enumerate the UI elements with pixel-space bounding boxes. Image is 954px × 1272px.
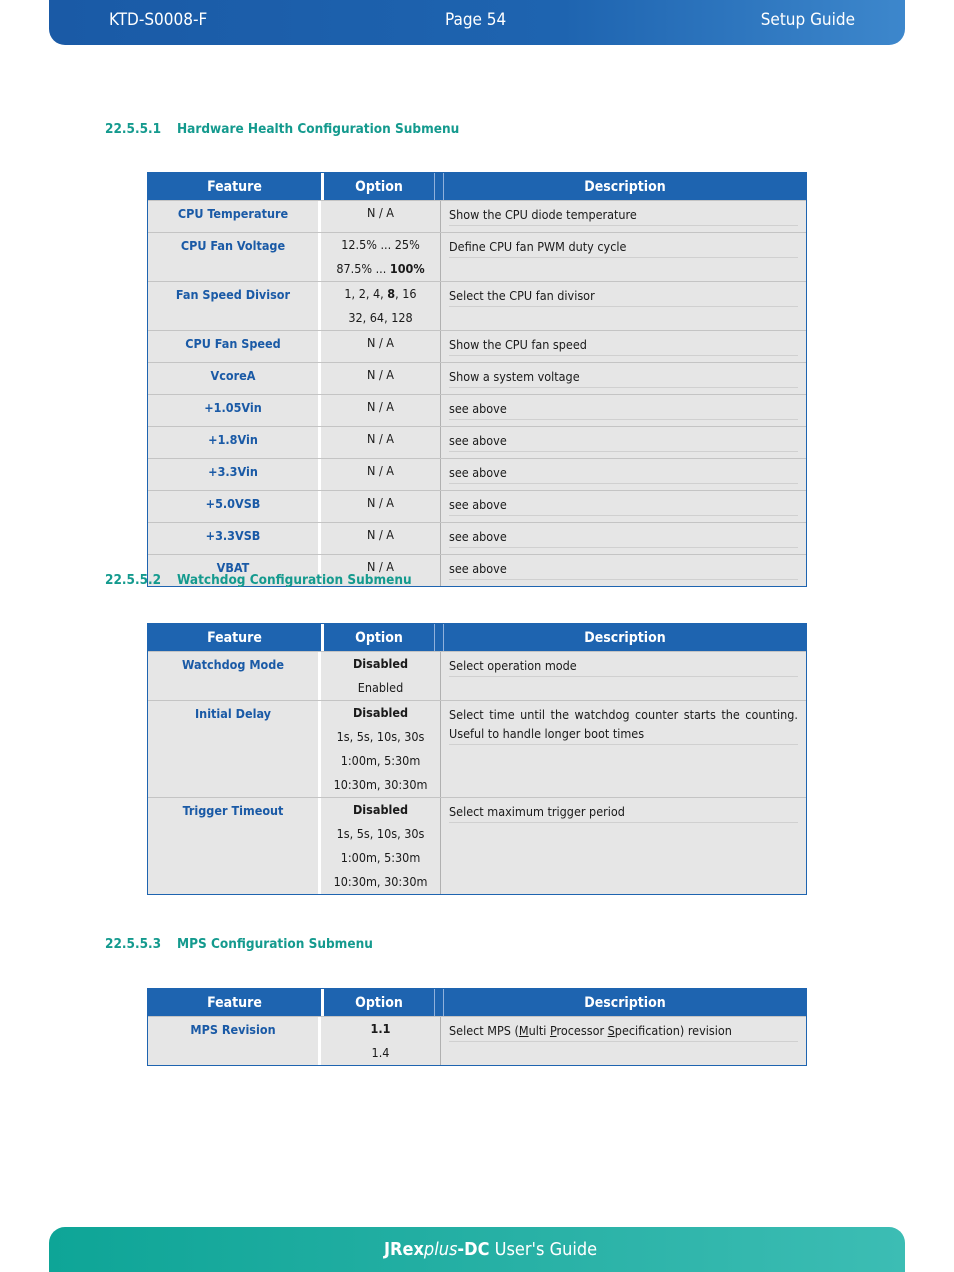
description-cell: Show a system voltage xyxy=(441,363,806,394)
description-cell: see above xyxy=(441,427,806,458)
description-cell: Select MPS (Multi Processor Specification) revision xyxy=(441,1017,806,1065)
feature-cell: Fan Speed Divisor xyxy=(148,282,321,330)
description-cell: see above xyxy=(441,459,806,490)
section-heading-mps: 22.5.5.3 MPS Configuration Submenu xyxy=(105,936,373,952)
description-cell: see above xyxy=(441,555,806,586)
description-cell: Select maximum trigger period xyxy=(441,798,806,894)
description-cell: Select time until the watchdog counter starts the counting. Useful to handle longer boot times xyxy=(441,701,806,797)
description-cell: Show the CPU fan speed xyxy=(441,331,806,362)
table-header xyxy=(148,173,806,200)
option-cell: N / A xyxy=(321,555,441,586)
page-header xyxy=(49,0,905,45)
option-cell: N / A xyxy=(321,523,441,554)
option-cell: Disabled 1s, 5s, 10s, 30s 1:00m, 5:30m 10:30m, 30:30m xyxy=(321,798,441,894)
feature-cell: +3.3Vin xyxy=(148,459,321,490)
option-header: Option xyxy=(324,173,435,200)
table-header xyxy=(148,989,806,1016)
description-cell: see above xyxy=(441,395,806,426)
option-cell: N / A xyxy=(321,427,441,458)
description-cell: Select operation mode xyxy=(441,652,806,700)
table-row xyxy=(148,281,806,330)
option-cell: N / A xyxy=(321,363,441,394)
table-row xyxy=(148,700,806,797)
table-row xyxy=(148,797,806,894)
document-id: KTD-S0008-F xyxy=(109,10,208,30)
watchdog-table xyxy=(147,623,807,895)
feature-cell: +3.3VSB xyxy=(148,523,321,554)
footer-title: JRexplus-DC User's Guide xyxy=(384,1239,598,1260)
feature-cell: MPS Revision xyxy=(148,1017,321,1065)
option-cell: N / A xyxy=(321,331,441,362)
description-header: Description xyxy=(443,173,806,200)
feature-cell: +1.8Vin xyxy=(148,427,321,458)
option-cell: Disabled 1s, 5s, 10s, 30s 1:00m, 5:30m 10:30m, 30:30m xyxy=(321,701,441,797)
table-row xyxy=(148,394,806,426)
feature-cell: VBAT xyxy=(148,555,321,586)
description-cell: Show the CPU diode temperature xyxy=(441,201,806,232)
feature-header: Feature xyxy=(148,624,324,651)
feature-cell: +1.05Vin xyxy=(148,395,321,426)
table-row xyxy=(148,330,806,362)
feature-cell: +5.0VSB xyxy=(148,491,321,522)
feature-header: Feature xyxy=(148,173,324,200)
option-cell: Disabled Enabled xyxy=(321,652,441,700)
description-cell: Define CPU fan PWM duty cycle xyxy=(441,233,806,281)
table-row xyxy=(148,490,806,522)
feature-header: Feature xyxy=(148,989,324,1016)
page-number: Page 54 xyxy=(445,10,507,30)
option-cell: 12.5% ... 25% 87.5% ... 100% xyxy=(321,233,441,281)
feature-cell: Watchdog Mode xyxy=(148,652,321,700)
option-bold-default: 87.5% ... 100% xyxy=(336,261,425,276)
description-header: Description xyxy=(443,624,806,651)
table-row xyxy=(148,200,806,232)
option-cell: 1, 2, 4, 8, 16 32, 64, 128 xyxy=(321,282,441,330)
table-row xyxy=(148,362,806,394)
section-heading-hardware-health: 22.5.5.1 Hardware Health Configuration Submenu xyxy=(105,121,460,137)
feature-cell: VcoreA xyxy=(148,363,321,394)
table-row xyxy=(148,232,806,281)
table-row xyxy=(148,1016,806,1065)
feature-cell: CPU Fan Voltage xyxy=(148,233,321,281)
table-header xyxy=(148,624,806,651)
description-cell: Select the CPU fan divisor xyxy=(441,282,806,330)
description-cell: see above xyxy=(441,491,806,522)
option-header: Option xyxy=(324,624,435,651)
feature-cell: Trigger Timeout xyxy=(148,798,321,894)
option-header: Option xyxy=(324,989,435,1016)
table-row xyxy=(148,458,806,490)
hardware-health-table xyxy=(147,172,807,587)
description-cell: see above xyxy=(441,523,806,554)
feature-cell: Initial Delay xyxy=(148,701,321,797)
option-cell: 1.1 1.4 xyxy=(321,1017,441,1065)
section-heading-watchdog: 22.5.5.2 Watchdog Configuration Submenu xyxy=(105,572,412,588)
option-cell: N / A xyxy=(321,459,441,490)
option-cell: N / A xyxy=(321,201,441,232)
table-row xyxy=(148,522,806,554)
option-cell: N / A xyxy=(321,395,441,426)
table-row xyxy=(148,426,806,458)
page-footer xyxy=(49,1227,905,1272)
feature-cell: CPU Fan Speed xyxy=(148,331,321,362)
feature-cell: CPU Temperature xyxy=(148,201,321,232)
table-row xyxy=(148,651,806,700)
description-header: Description xyxy=(443,989,806,1016)
option-cell: N / A xyxy=(321,491,441,522)
mps-table xyxy=(147,988,807,1066)
guide-title: Setup Guide xyxy=(760,10,855,30)
